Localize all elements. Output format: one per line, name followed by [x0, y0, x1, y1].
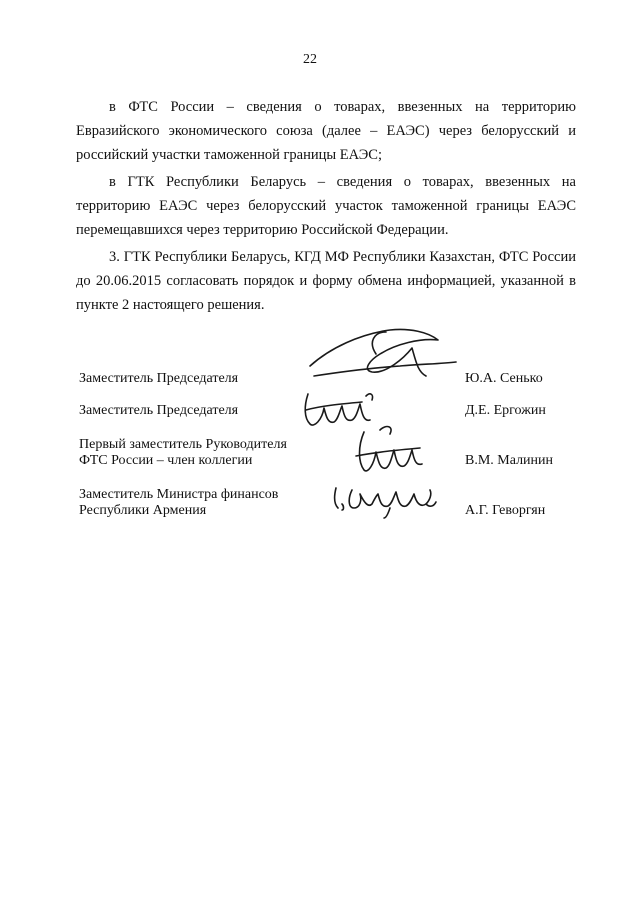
signature-mark-malinin	[350, 420, 430, 484]
signature-mark-senko	[300, 318, 460, 390]
signatory-title-line: ФТС России – член коллегии	[79, 453, 253, 468]
paragraph-item-3: 3. ГТК Республики Беларусь, КГД МФ Республики Казахстан, ФТС России до 20.06.2015 согласовать порядок и форму обмена информацией, указанной в пункте 2 настоящего решения.	[76, 249, 576, 313]
page-number: 22	[303, 52, 317, 67]
signatory-name: Д.Е. Ергожин	[465, 403, 546, 418]
paragraph-gtk-belarus: в ГТК Республики Беларусь – сведения о товарах, ввезенных на территорию ЕАЭС через белорусский участок таможенной границы ЕАЭС перемещавшихся через территорию Российской Федерации.	[76, 174, 576, 238]
signatory-title	[79, 403, 319, 419]
paragraph-fts-russia: в ФТС России – сведения о товарах, ввезенных на территорию Евразийского экономического союза (далее – ЕАЭС) через белорусский и российский участки таможенной границы ЕАЭС;	[76, 99, 576, 163]
signatory-name: А.Г. Геворгян	[465, 503, 546, 518]
signatory-title	[79, 371, 319, 387]
signature-mark-gevorgyan	[330, 478, 440, 520]
signatory-title-line: Первый заместитель Руководителя	[79, 437, 287, 452]
signatory-title-line: Заместитель Председателя	[79, 403, 239, 418]
signatory-title-line: Республики Армения	[79, 503, 207, 518]
signatory-title	[79, 487, 319, 519]
signatory-name: Ю.А. Сенько	[465, 371, 543, 386]
signatory-title-line: Заместитель Председателя	[79, 371, 239, 386]
signatory-title-line: Заместитель Министра финансов	[79, 487, 279, 502]
signatory-name: В.М. Малинин	[465, 453, 554, 468]
signatory-title	[79, 437, 319, 469]
